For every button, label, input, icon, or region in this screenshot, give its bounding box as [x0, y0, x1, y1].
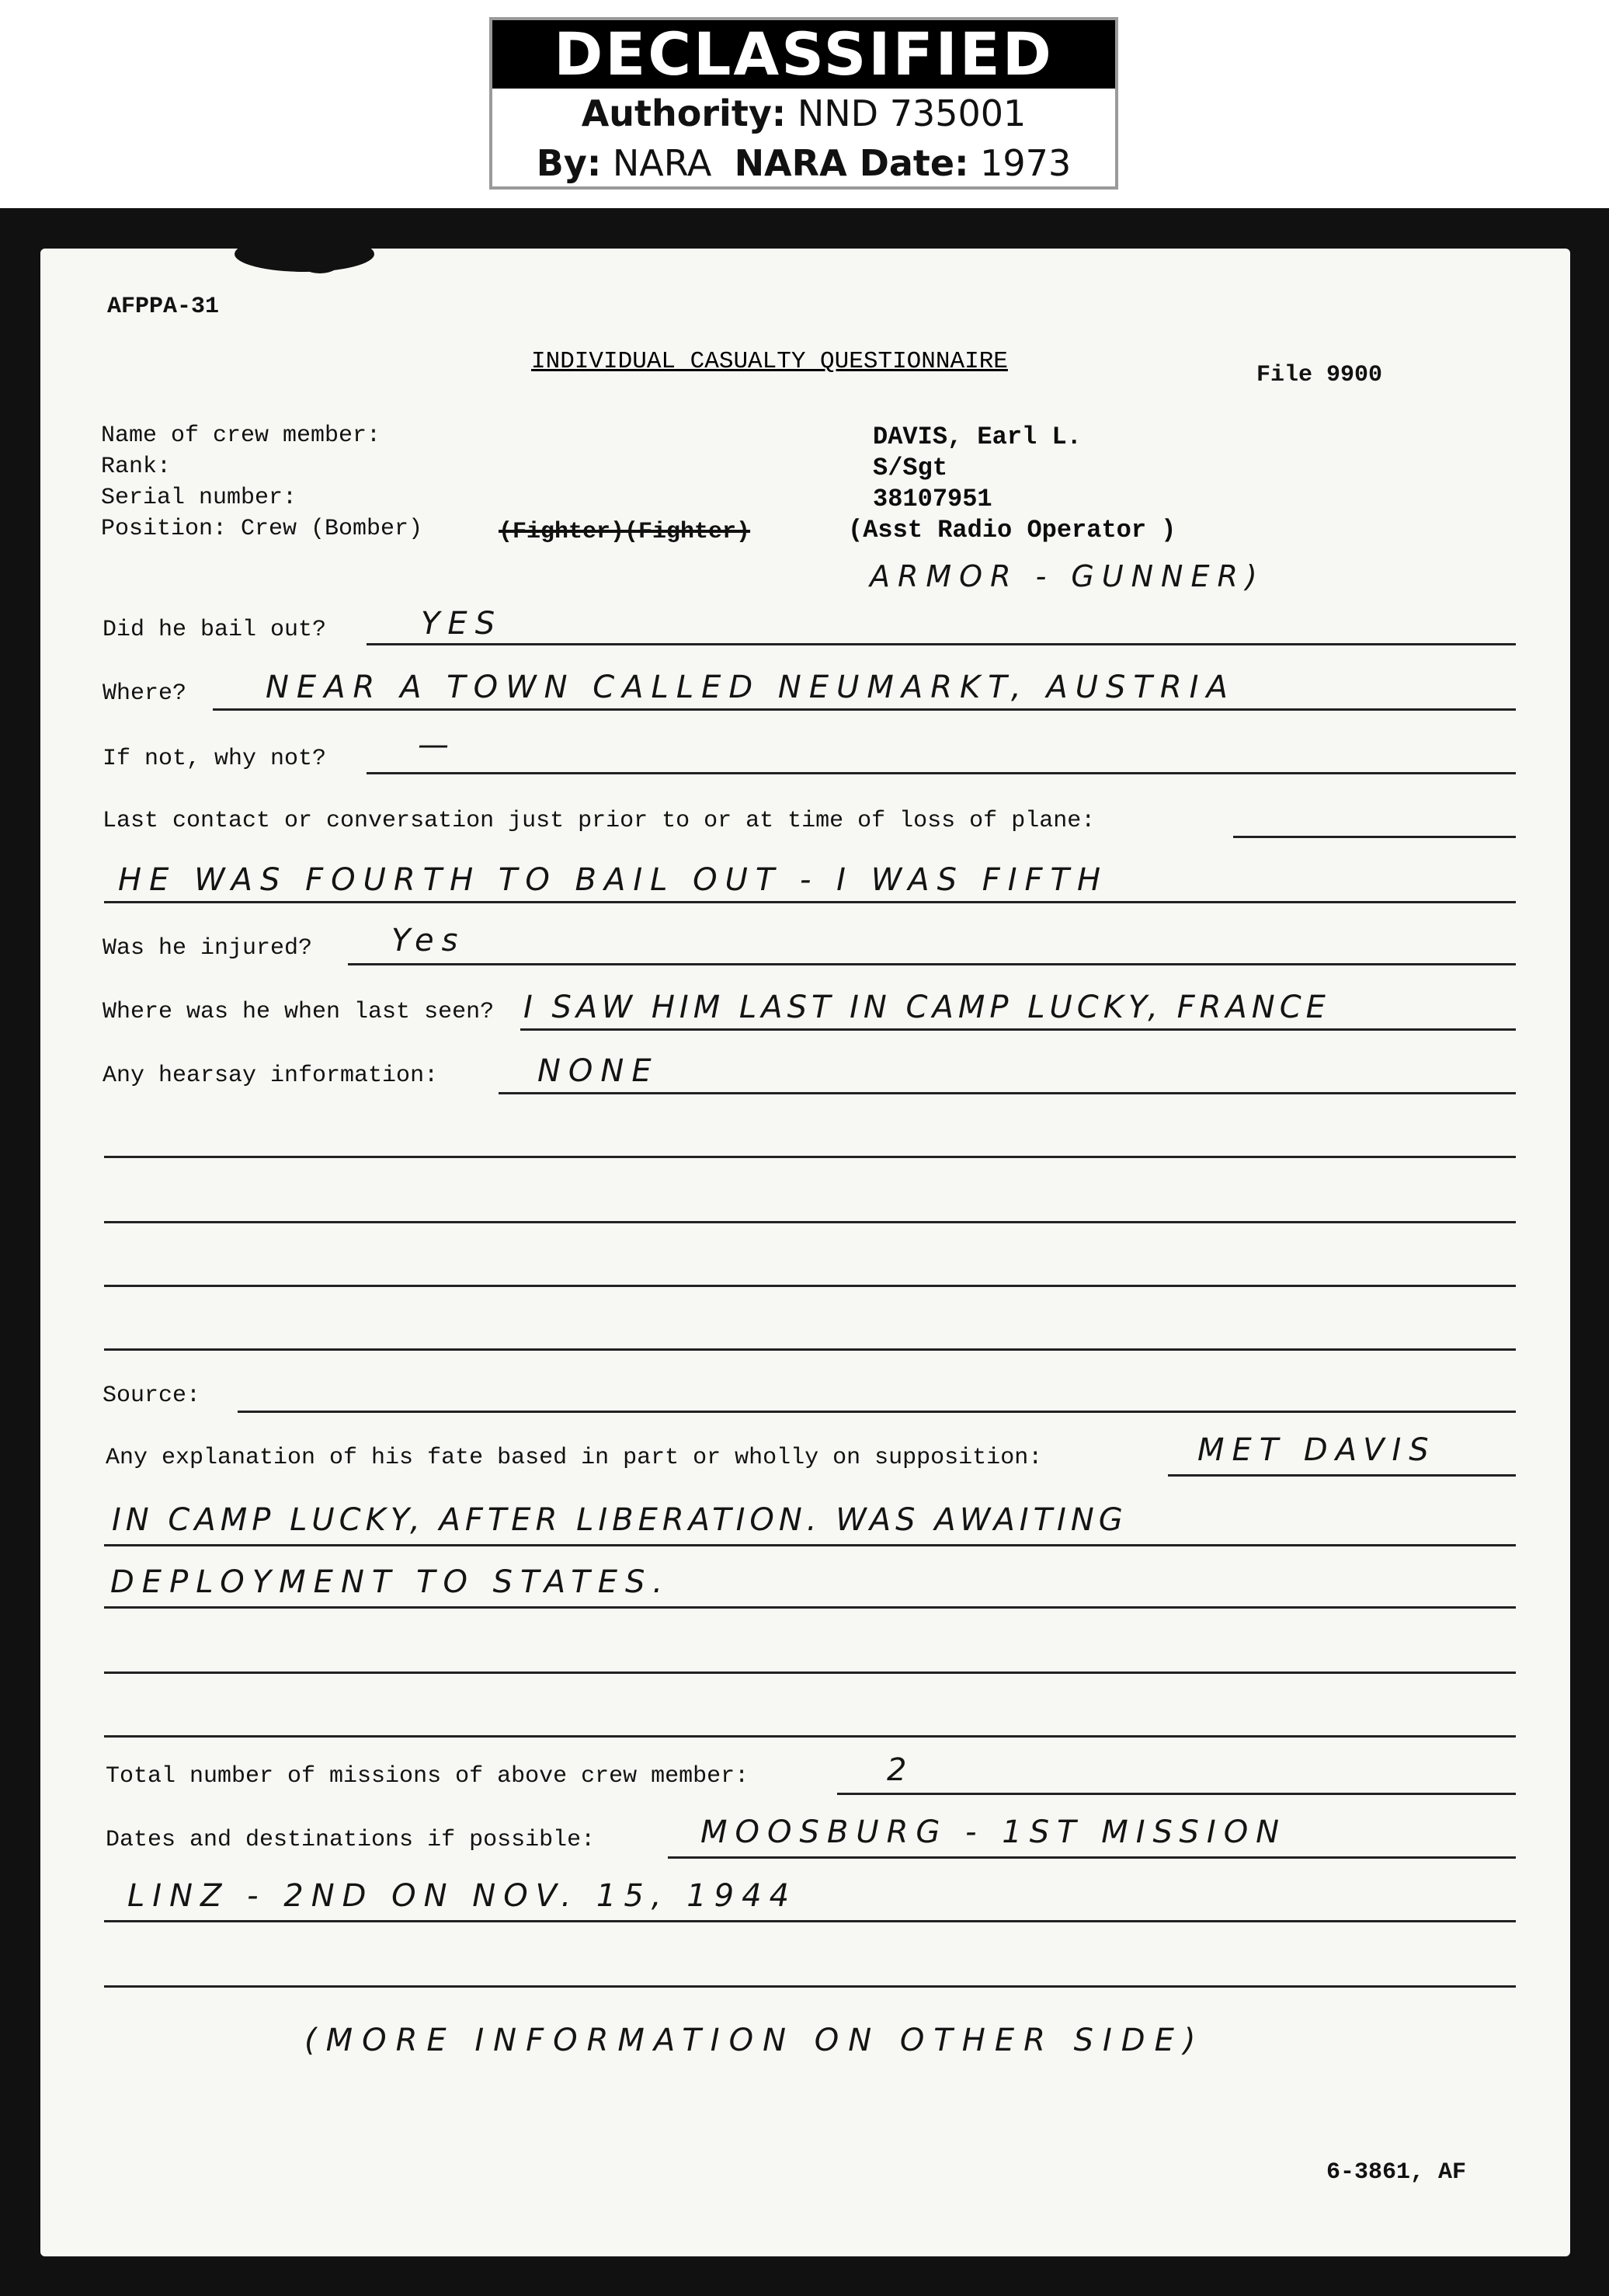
source-line [238, 1411, 1516, 1413]
name-label: Name of crew member: [101, 423, 381, 449]
more-info-note: (MORE INFORMATION ON OTHER SIDE) [304, 2023, 1205, 2058]
serial-label: Serial number: [101, 485, 297, 511]
date-label: NARA Date: [734, 142, 969, 184]
blank-line [104, 1672, 1516, 1674]
where-line [213, 708, 1516, 711]
blank-line [104, 1735, 1516, 1738]
form-code: AFPPA-31 [107, 294, 220, 320]
ifnot-answer: — [418, 727, 457, 763]
missions-answer: 2 [887, 1752, 915, 1788]
crew-rank: S/Sgt [873, 454, 948, 482]
authority-label: Authority: [581, 92, 787, 134]
file-number: File 9900 [1256, 362, 1383, 388]
crew-serial: 38107951 [873, 485, 992, 513]
explanation-answer-1: MET DAVIS [1197, 1432, 1437, 1468]
blank-line [104, 1221, 1516, 1223]
form-number: 6-3861, AF [1326, 2159, 1467, 2186]
rank-label: Rank: [101, 454, 172, 480]
authority-value: NND 735001 [797, 92, 1027, 134]
dates-line-2 [104, 1920, 1516, 1922]
position-struck-text: (Fighter)(Fighter) [499, 519, 751, 545]
bail-answer: YES [421, 606, 503, 642]
form-title: INDIVIDUAL CASUALTY QUESTIONNAIRE [531, 348, 1008, 375]
where-label: Where? [103, 680, 187, 707]
bail-line [367, 643, 1516, 645]
last-seen-line [520, 1028, 1516, 1031]
explanation-label: Any explanation of his fate based in part or wholly on supposition: [106, 1445, 1043, 1471]
last-seen-answer: I SAW HIM LAST IN CAMP LUCKY, FRANCE [523, 990, 1330, 1025]
bail-label: Did he bail out? [103, 617, 327, 643]
ifnot-label: If not, why not? [103, 746, 327, 772]
explanation-line-3 [104, 1606, 1516, 1609]
dates-line-1 [668, 1856, 1516, 1859]
crew-name: DAVIS, Earl L. [873, 423, 1082, 451]
last-contact-line-1 [1233, 836, 1516, 838]
explanation-line-1 [1168, 1474, 1516, 1477]
hearsay-line [499, 1092, 1516, 1094]
last-contact-answer: HE WAS FOURTH TO BAIL OUT - I WAS FIFTH [118, 862, 1109, 898]
position-handwritten: ARMOR - GUNNER) [870, 559, 1265, 593]
ink-stain [297, 242, 343, 273]
by-label: By: [536, 142, 602, 184]
position-label: Position: Crew (Bomber) [101, 516, 423, 542]
blank-line [104, 1156, 1516, 1158]
last-seen-label: Where was he when last seen? [103, 999, 495, 1025]
declassified-stamp [489, 17, 1118, 190]
where-answer: NEAR A TOWN CALLED NEUMARKT, AUSTRIA [266, 670, 1235, 705]
crew-position: (Asst Radio Operator ) [848, 516, 1176, 544]
explanation-line-2 [104, 1544, 1516, 1546]
missions-line [837, 1793, 1516, 1795]
last-contact-line-2 [104, 901, 1516, 903]
stamp-authority [492, 89, 1115, 138]
hearsay-answer: NONE [537, 1053, 659, 1089]
missions-label: Total number of missions of above crew member: [106, 1763, 749, 1790]
ifnot-line [367, 772, 1516, 774]
blank-line [104, 1348, 1516, 1351]
stamp-by-date [492, 138, 1115, 188]
explanation-answer-2: IN CAMP LUCKY, AFTER LIBERATION. WAS AWAITING [112, 1502, 1128, 1538]
injured-answer: Yes [391, 923, 466, 958]
source-label: Source: [103, 1383, 201, 1409]
date-value: 1973 [980, 142, 1072, 184]
dates-label: Dates and destinations if possible: [106, 1827, 596, 1853]
hearsay-label: Any hearsay information: [103, 1063, 439, 1089]
blank-line [104, 1285, 1516, 1287]
dates-answer-2: LINZ - 2ND ON NOV. 15, 1944 [127, 1878, 798, 1914]
questionnaire-page [40, 249, 1570, 2256]
last-contact-label: Last contact or conversation just prior to or at time of loss of plane: [103, 808, 1096, 834]
dates-answer-1: MOOSBURG - 1ST MISSION [700, 1814, 1288, 1850]
injured-line [348, 963, 1516, 965]
injured-label: Was he injured? [103, 935, 313, 962]
by-value: NARA [612, 142, 712, 184]
explanation-answer-3: DEPLOYMENT TO STATES. [110, 1564, 671, 1600]
stamp-title: DECLASSIFIED [492, 20, 1115, 89]
blank-line [104, 1985, 1516, 1988]
